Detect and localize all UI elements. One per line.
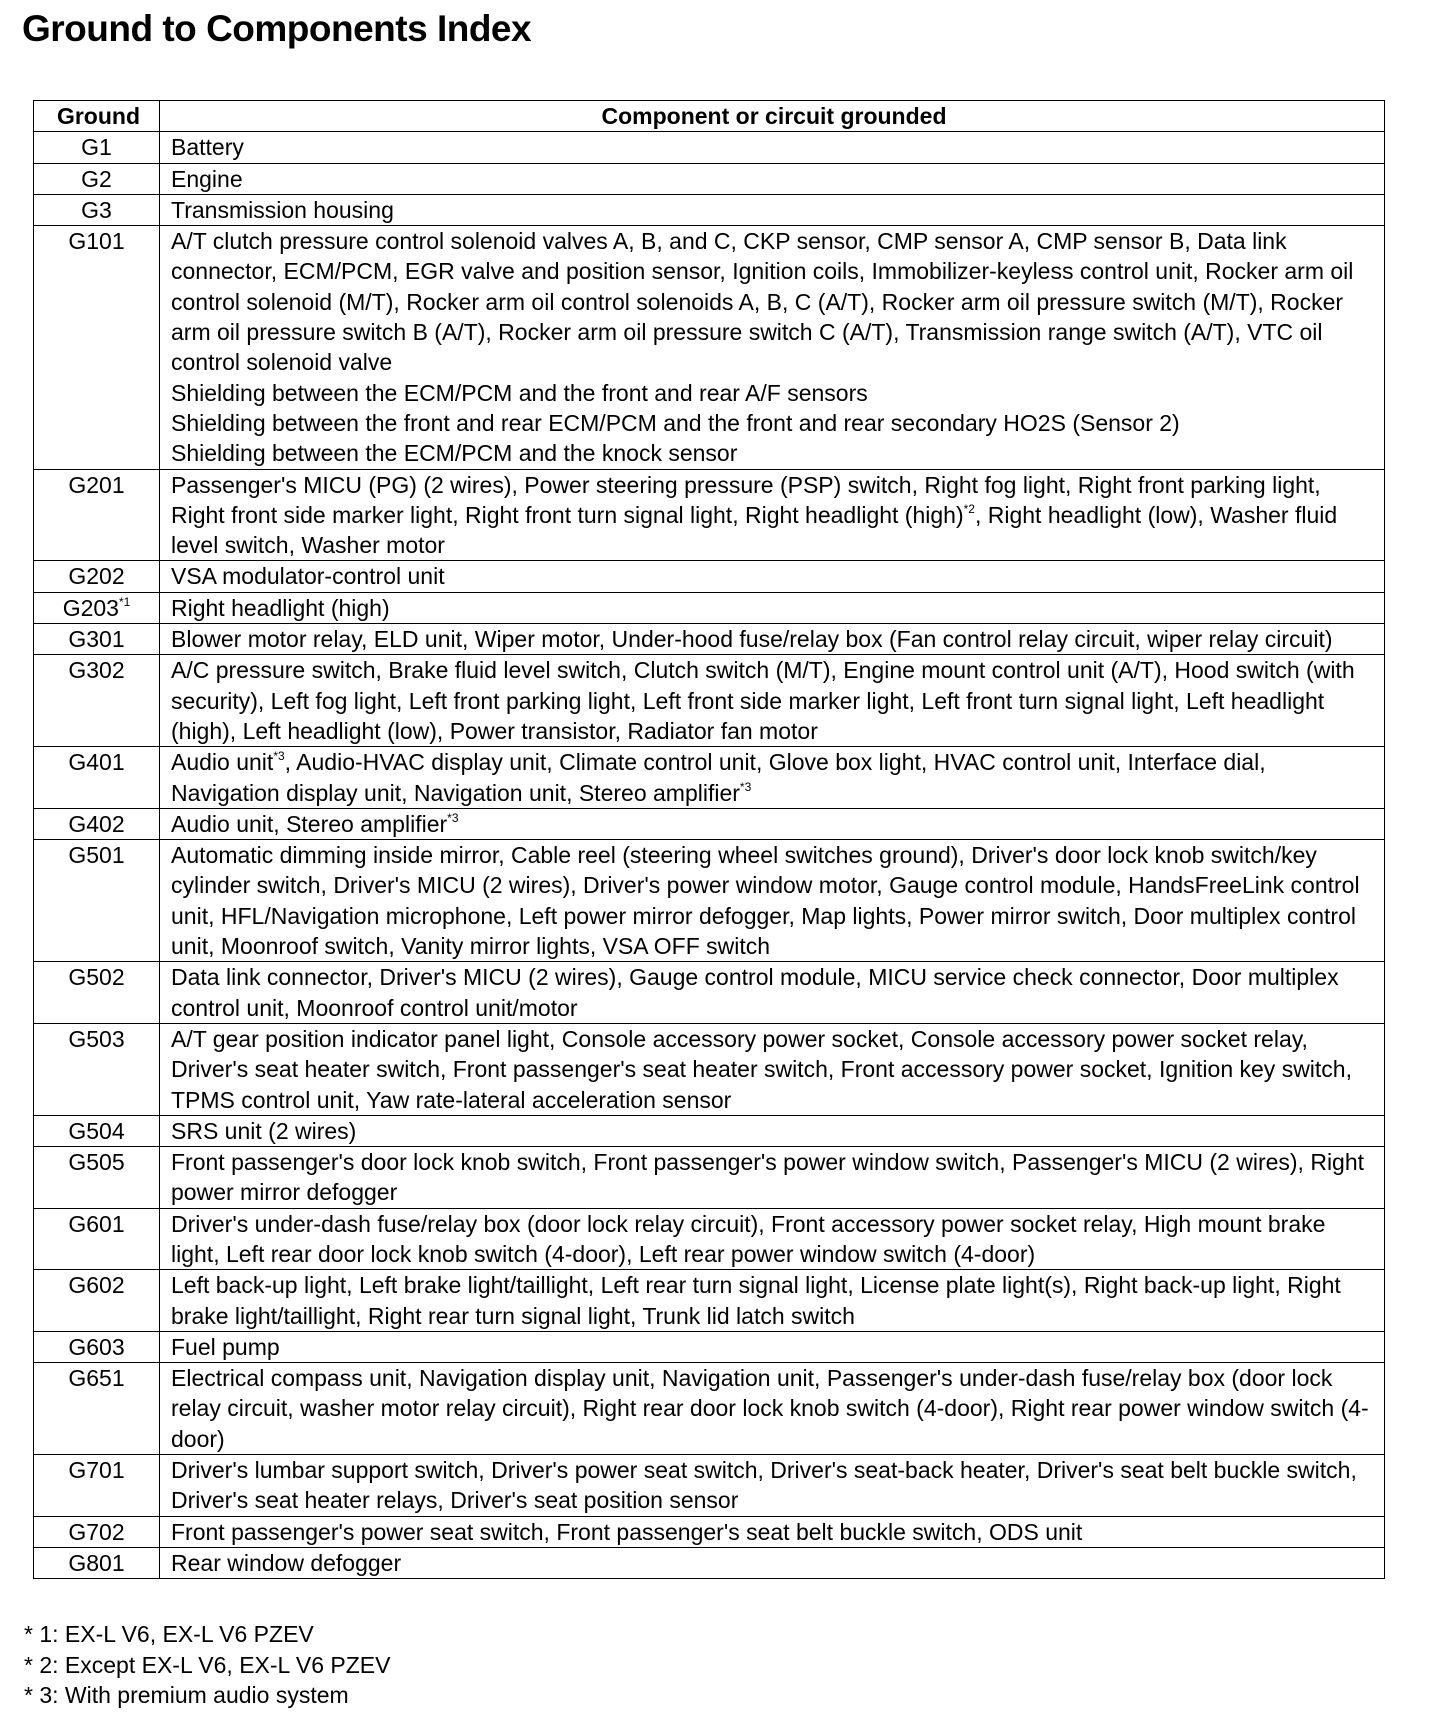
component-text bbox=[171, 195, 1378, 225]
component-text bbox=[171, 747, 1378, 808]
ground-id: G3 bbox=[81, 196, 112, 223]
table-row bbox=[34, 592, 1385, 623]
table-row bbox=[34, 194, 1385, 225]
ground-id: G201 bbox=[68, 471, 125, 498]
ground-id-cell bbox=[34, 1331, 160, 1362]
table-row bbox=[34, 1455, 1385, 1517]
component-text-segment: Front passenger's power seat switch, Front passenger's seat belt buckle switch, ODS unit bbox=[171, 1518, 1083, 1545]
ground-id-cell bbox=[34, 226, 160, 469]
ground-column-header: Ground bbox=[34, 101, 160, 132]
component-text bbox=[171, 593, 1378, 623]
table-row bbox=[34, 1363, 1385, 1455]
component-cell bbox=[160, 962, 1385, 1024]
component-text bbox=[171, 408, 1378, 438]
component-cell bbox=[160, 226, 1385, 469]
component-column-header: Component or circuit grounded bbox=[160, 101, 1385, 132]
component-cell bbox=[160, 1208, 1385, 1270]
component-text bbox=[171, 470, 1378, 561]
ground-id-cell bbox=[34, 624, 160, 655]
component-text bbox=[171, 378, 1378, 408]
component-text-segment: Shielding between the ECM/PCM and the front and rear A/F sensors bbox=[171, 379, 868, 406]
component-text bbox=[171, 655, 1378, 746]
component-text-segment: Audio unit, Stereo amplifier bbox=[171, 810, 448, 837]
ground-id: G203 bbox=[62, 594, 119, 621]
table-row bbox=[34, 624, 1385, 655]
ground-id-cell bbox=[34, 1516, 160, 1547]
component-text-segment: Front passenger's door lock knob switch, Front passenger's power window switch, Passenger's MICU (2 wires), Right power mirror defogger bbox=[171, 1149, 1365, 1206]
component-text-segment: A/T clutch pressure control solenoid valves A, B, and C, CKP sensor, CMP sensor A, CMP sensor B, Data link connector, ECM/PCM, EGR valve and position sensor, Ignition coils, Immobilizer-keyless control unit, Rocker arm oil control solenoid (M/T), Rocker arm oil control solenoids A, B, C (A/T), Rocker arm oil pressure switch (M/T), Rocker arm oil pressure switch B (A/T), Rocker arm oil pressure switch C (A/T), Transmission range switch (A/T), VTC oil control solenoid valve bbox=[171, 228, 1354, 376]
component-text-segment: Rear window defogger bbox=[171, 1549, 402, 1576]
component-text-segment: Transmission housing bbox=[171, 196, 394, 223]
table-row bbox=[34, 226, 1385, 469]
ground-id: G1 bbox=[81, 134, 112, 161]
ground-id: G701 bbox=[68, 1457, 125, 1484]
component-text bbox=[171, 1147, 1378, 1208]
component-cell bbox=[160, 194, 1385, 225]
component-text-segment: Shielding between the ECM/PCM and the knock sensor bbox=[171, 440, 738, 467]
page-title: Ground to Components Index bbox=[22, 8, 532, 49]
table-row bbox=[34, 747, 1385, 809]
component-text bbox=[171, 164, 1378, 194]
component-text-segment: Battery bbox=[171, 134, 244, 161]
component-text-segment: VSA modulator-control unit bbox=[171, 563, 445, 590]
component-cell bbox=[160, 840, 1385, 962]
component-cell bbox=[160, 747, 1385, 809]
component-text bbox=[171, 1116, 1378, 1146]
ground-id: G702 bbox=[68, 1518, 125, 1545]
component-text bbox=[171, 962, 1378, 1023]
component-text-segment: Electrical compass unit, Navigation display unit, Navigation unit, Passenger's under-dash fuse/relay box (door lock relay circuit, washer motor relay circuit), Right rear door lock knob switch (4-door), Right rear power window switch (4-door) bbox=[171, 1365, 1369, 1452]
ground-id-cell bbox=[34, 1455, 160, 1517]
component-text bbox=[171, 1455, 1378, 1516]
component-text bbox=[171, 1209, 1378, 1270]
component-text-segment: Passenger's MICU (PG) (2 wires), Power steering pressure (PSP) switch, Right fog light, Right front parking light, Right front side marker light, Right front turn signal light, Right headlight (high) bbox=[171, 471, 1321, 528]
ground-id-cell bbox=[34, 655, 160, 747]
ground-id-cell bbox=[34, 132, 160, 163]
component-text bbox=[171, 1024, 1378, 1115]
component-text bbox=[171, 1270, 1378, 1331]
component-text bbox=[171, 1548, 1378, 1578]
ground-id-cell bbox=[34, 163, 160, 194]
component-text-segment: Right headlight (high) bbox=[171, 594, 390, 621]
footnote-2: * 2: Except EX-L V6, EX-L V6 PZEV bbox=[24, 1651, 391, 1678]
ground-id-cell bbox=[34, 1547, 160, 1578]
component-text bbox=[171, 624, 1378, 654]
ground-id: G101 bbox=[68, 228, 125, 255]
component-cell bbox=[160, 1331, 1385, 1362]
component-text bbox=[171, 226, 1378, 377]
ground-id: G651 bbox=[68, 1365, 125, 1392]
component-cell bbox=[160, 592, 1385, 623]
table-row bbox=[34, 1208, 1385, 1270]
ground-id: G801 bbox=[68, 1549, 125, 1576]
footnote-marker: *3 bbox=[273, 749, 285, 764]
table-row bbox=[34, 163, 1385, 194]
ground-id-cell bbox=[34, 747, 160, 809]
component-text-segment: Driver's lumbar support switch, Driver's power seat switch, Driver's seat-back heater, Driver's seat belt buckle switch, Driver's seat heater relays, Driver's seat position sensor bbox=[171, 1457, 1357, 1514]
footnote-marker: *2 bbox=[963, 501, 975, 516]
component-text bbox=[171, 132, 1378, 162]
component-text-segment: Driver's under-dash fuse/relay box (door lock relay circuit), Front accessory power socket relay, High mount brake light, Left rear door lock knob switch (4-door), Left rear power window switch (4-door) bbox=[171, 1210, 1326, 1267]
component-cell bbox=[160, 163, 1385, 194]
table-header-row bbox=[34, 101, 1385, 132]
ground-index-table bbox=[33, 100, 1385, 1579]
component-cell bbox=[160, 1455, 1385, 1517]
ground-id: G504 bbox=[68, 1117, 125, 1144]
component-cell bbox=[160, 808, 1385, 839]
ground-id-cell bbox=[34, 1270, 160, 1332]
component-cell bbox=[160, 469, 1385, 561]
component-text-segment: A/T gear position indicator panel light, Console accessory power socket, Console accessory power socket relay, Driver's seat heater switch, Front passenger's seat heater switch, Front accessory power socket, Ignition key switch, TPMS control unit, Yaw rate-lateral acceleration sensor bbox=[171, 1025, 1352, 1113]
component-text bbox=[171, 1332, 1378, 1362]
ground-id: G301 bbox=[68, 626, 125, 653]
table-row bbox=[34, 1147, 1385, 1209]
footnotes bbox=[24, 1619, 390, 1711]
component-text bbox=[171, 840, 1378, 961]
component-text-segment: Audio unit bbox=[171, 749, 274, 776]
ground-id-cell bbox=[34, 1208, 160, 1270]
table-row bbox=[34, 1547, 1385, 1578]
ground-id: G601 bbox=[68, 1210, 125, 1237]
table-row bbox=[34, 1331, 1385, 1362]
footnote-marker: *1 bbox=[118, 594, 131, 609]
component-text bbox=[171, 1363, 1378, 1454]
ground-id-cell bbox=[34, 808, 160, 839]
component-text-segment: A/C pressure switch, Brake fluid level switch, Clutch switch (M/T), Engine mount control unit (A/T), Hood switch (with security), Left fog light, Left front parking light, Left front side marker light, Left front turn signal light, Left headlight (high), Left headlight (low), Power transistor, Radiator fan motor bbox=[171, 657, 1355, 744]
component-text-segment: Left back-up light, Left brake light/taillight, Left rear turn signal light, License plate light(s), Right back-up light, Right brake light/taillight, Right rear turn signal light, Trunk lid latch switch bbox=[171, 1272, 1341, 1329]
ground-id: G505 bbox=[68, 1149, 125, 1176]
ground-id: G501 bbox=[68, 842, 125, 869]
component-text-segment: Shielding between the front and rear ECM/PCM and the front and rear secondary HO2S (Sensor 2) bbox=[171, 409, 1180, 436]
component-text-segment: , Right headlight (low), Washer fluid level switch, Washer motor bbox=[171, 501, 1338, 559]
footnote-3: * 3: With premium audio system bbox=[24, 1682, 349, 1708]
component-text-segment: , Audio-HVAC display unit, Climate control unit, Glove box light, HVAC control unit, Interface dial, Navigation display unit, Navigation unit, Stereo amplifier bbox=[171, 749, 1266, 806]
ground-id: G503 bbox=[68, 1025, 125, 1052]
table-row bbox=[34, 962, 1385, 1024]
ground-id: G502 bbox=[68, 964, 125, 991]
footnote-marker: *3 bbox=[739, 779, 752, 794]
table-row bbox=[34, 132, 1385, 163]
ground-id: G402 bbox=[68, 810, 125, 837]
ground-id-cell bbox=[34, 840, 160, 962]
ground-id-cell bbox=[34, 1363, 160, 1455]
component-cell bbox=[160, 655, 1385, 747]
component-cell bbox=[160, 1547, 1385, 1578]
component-cell bbox=[160, 132, 1385, 163]
component-text-segment: Automatic dimming inside mirror, Cable reel (steering wheel switches ground), Driver's door lock knob switch/key cylinder switch, Driver's MICU (2 wires), Driver's power window motor, Gauge control module, HandsFreeLink control unit, HFL/Navigation microphone, Left power mirror defogger, Map lights, Power mirror switch, Door multiplex control unit, Moonroof switch, Vanity mirror lights, VSA OFF switch bbox=[171, 842, 1360, 960]
ground-id: G603 bbox=[68, 1333, 125, 1360]
ground-id: G202 bbox=[68, 563, 125, 590]
component-text-segment: Blower motor relay, ELD unit, Wiper motor, Under-hood fuse/relay box (Fan control relay circuit, wiper relay circuit) bbox=[171, 626, 1333, 653]
footnote-1: * 1: EX-L V6, EX-L V6 PZEV bbox=[24, 1621, 314, 1647]
component-text-segment: SRS unit (2 wires) bbox=[171, 1117, 357, 1144]
ground-id: G401 bbox=[68, 749, 125, 776]
component-cell bbox=[160, 1115, 1385, 1146]
component-text bbox=[171, 1517, 1378, 1547]
ground-id-cell bbox=[34, 1147, 160, 1209]
table-row bbox=[34, 1270, 1385, 1332]
component-cell bbox=[160, 1023, 1385, 1115]
table-row bbox=[34, 1023, 1385, 1115]
table-row bbox=[34, 808, 1385, 839]
ground-id-cell bbox=[34, 592, 160, 623]
footnote-marker: *3 bbox=[447, 810, 459, 825]
component-text-segment: Engine bbox=[171, 165, 243, 192]
component-cell bbox=[160, 561, 1385, 592]
component-text-segment: Fuel pump bbox=[171, 1333, 280, 1360]
ground-id: G302 bbox=[68, 657, 125, 684]
ground-id-cell bbox=[34, 469, 160, 561]
table-row bbox=[34, 655, 1385, 747]
ground-id-cell bbox=[34, 1115, 160, 1146]
component-text bbox=[171, 438, 1378, 468]
table-row bbox=[34, 840, 1385, 962]
table-row bbox=[34, 469, 1385, 561]
ground-id-cell bbox=[34, 1023, 160, 1115]
component-cell bbox=[160, 1363, 1385, 1455]
ground-id: G602 bbox=[68, 1272, 125, 1299]
ground-id-cell bbox=[34, 962, 160, 1024]
table-row bbox=[34, 561, 1385, 592]
table-body bbox=[34, 132, 1385, 1579]
component-cell bbox=[160, 1147, 1385, 1209]
component-text bbox=[171, 809, 1378, 839]
component-cell bbox=[160, 1516, 1385, 1547]
component-cell bbox=[160, 1270, 1385, 1332]
table-row bbox=[34, 1516, 1385, 1547]
component-cell bbox=[160, 624, 1385, 655]
ground-id-cell bbox=[34, 561, 160, 592]
table-row bbox=[34, 1115, 1385, 1146]
ground-id: G2 bbox=[81, 165, 112, 192]
ground-id-cell bbox=[34, 194, 160, 225]
component-text-segment: Data link connector, Driver's MICU (2 wires), Gauge control module, MICU service check connector, Door multiplex control unit, Moonroof control unit/motor bbox=[171, 964, 1339, 1021]
component-text bbox=[171, 561, 1378, 591]
